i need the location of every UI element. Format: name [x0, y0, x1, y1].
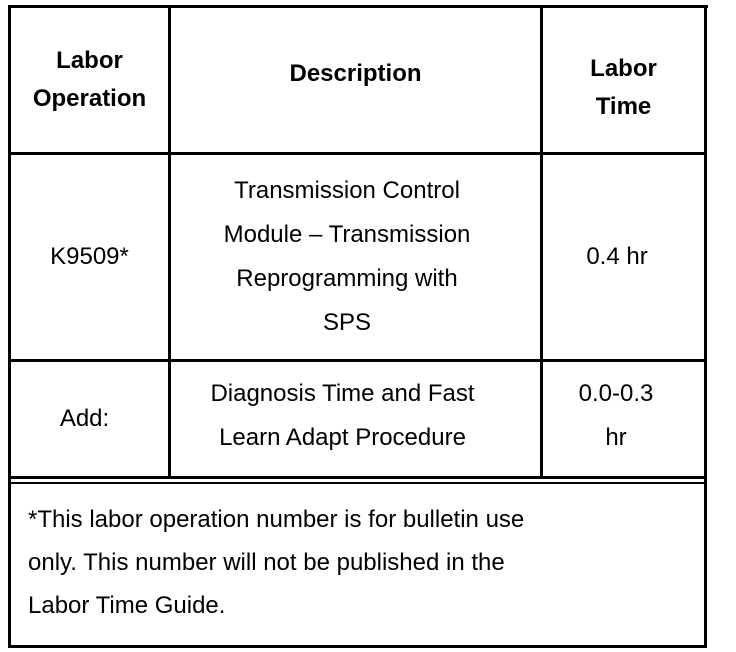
row-divider-2	[8, 476, 707, 479]
header-labor-operation-line-2: Operation	[32, 85, 147, 112]
row-1-description-line-2: Module – Transmission	[223, 221, 471, 248]
row-1-labor-time	[543, 155, 691, 359]
row-2-labor-time-line-2: hr	[605, 424, 627, 451]
row-2-description-line-2: Learn Adapt Procedure	[219, 424, 466, 451]
header-labor-time	[543, 8, 704, 168]
row-1-description-line-1: Transmission Control	[234, 177, 460, 204]
header-labor-operation-line-1: Labor	[56, 47, 123, 74]
footnote-line-2: only. This number will not be published in the	[28, 549, 505, 576]
header-description	[171, 8, 540, 140]
row-2-labor-operation-value: Add:	[59, 405, 110, 432]
row-1-description-line-3: Reprogramming with	[236, 265, 458, 292]
row-2-labor-time-line-1: 0.0-0.3	[578, 380, 654, 407]
header-description-label: Description	[289, 60, 422, 87]
row-2-labor-time	[543, 362, 689, 470]
row-1-labor-time-value: 0.4 hr	[586, 243, 648, 270]
row-1-description	[171, 155, 523, 359]
footnote	[28, 498, 688, 627]
header-labor-operation	[11, 8, 168, 152]
row-2-labor-operation	[11, 362, 158, 476]
row-1-labor-operation-value: K9509*	[50, 243, 129, 270]
row-2-description	[171, 362, 514, 470]
header-labor-time-line-2: Time	[595, 93, 652, 120]
table-right-border	[704, 5, 707, 648]
table-bottom-border	[8, 645, 707, 648]
footnote-line-3: Labor Time Guide.	[28, 592, 226, 619]
row-1-description-line-4: SPS	[322, 309, 372, 336]
row-divider-3	[8, 482, 707, 484]
footnote-line-1: *This labor operation number is for bulletin use	[28, 506, 525, 533]
row-2-description-line-1: Diagnosis Time and Fast	[210, 380, 475, 407]
header-labor-time-line-1: Labor	[590, 55, 657, 82]
row-1-labor-operation	[11, 155, 168, 359]
